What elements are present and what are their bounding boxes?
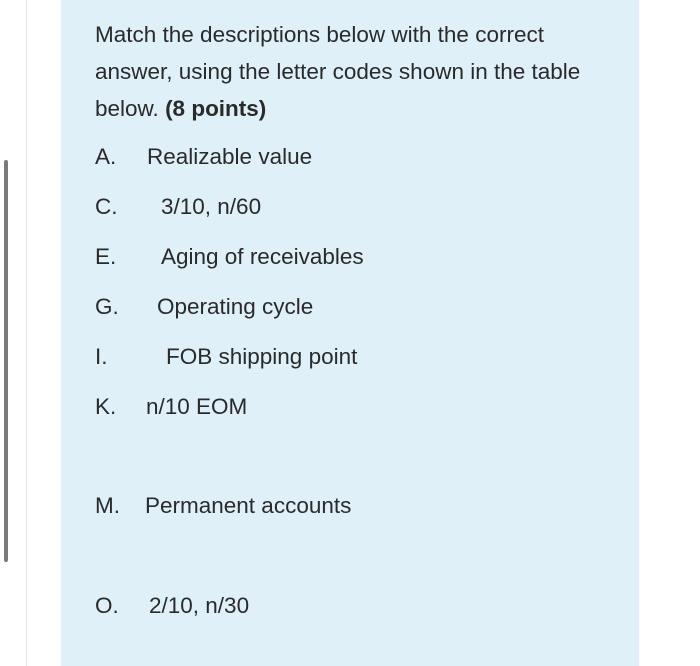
- option-text: FOB shipping point: [166, 344, 358, 369]
- option-letter: G.: [95, 294, 119, 319]
- instruction-text: Match the descriptions below with the correct answer, using the letter codes shown in the table below.: [95, 22, 581, 121]
- option-text: 2/10, n/30: [149, 593, 250, 618]
- option-letter: A.: [95, 144, 117, 169]
- option-text: Operating cycle: [157, 294, 314, 319]
- option-letter: O.: [95, 593, 119, 618]
- option-o: [95, 592, 250, 620]
- scrollbar[interactable]: [4, 160, 8, 562]
- option-text: n/10 EOM: [146, 394, 248, 419]
- option-k: [95, 393, 248, 421]
- option-letter: M.: [95, 493, 120, 518]
- option-letter: E.: [95, 244, 117, 269]
- points-label: (8 points): [165, 96, 267, 121]
- option-letter: C.: [95, 194, 118, 219]
- option-text: 3/10, n/60: [161, 194, 262, 219]
- question-instructions: [95, 16, 625, 127]
- option-c: [95, 193, 262, 221]
- option-letter: I.: [95, 344, 108, 369]
- option-i: [95, 343, 358, 371]
- option-m: [95, 492, 352, 520]
- option-text: Permanent accounts: [145, 493, 352, 518]
- question-card: [61, 0, 639, 666]
- option-text: Realizable value: [147, 144, 313, 169]
- option-e: [95, 243, 364, 271]
- option-g: [95, 293, 314, 321]
- option-letter: K.: [95, 394, 117, 419]
- option-a: [95, 143, 313, 171]
- option-text: Aging of receivables: [161, 244, 364, 269]
